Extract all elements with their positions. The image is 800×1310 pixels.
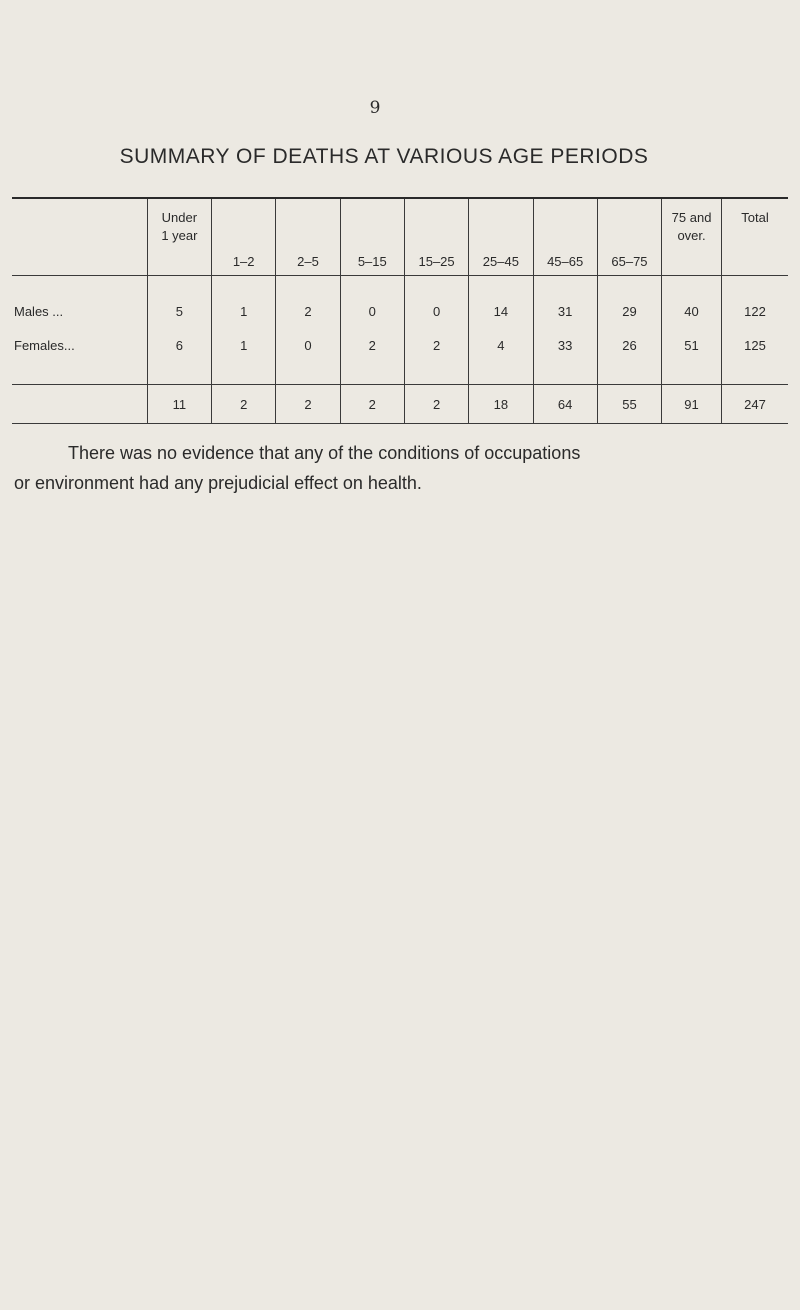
total-cell: 11 — [147, 385, 211, 424]
total-cell: 55 — [597, 385, 661, 424]
table-cell: 4 — [469, 328, 533, 385]
deaths-table-container — [12, 197, 788, 424]
row-label: Males ... — [14, 303, 64, 319]
table-cell: 1 — [212, 276, 276, 329]
column-header: 65–75 — [597, 199, 661, 276]
table-cell: 40 — [662, 276, 722, 329]
total-cell: 91 — [662, 385, 722, 424]
table-row — [12, 328, 788, 385]
row-label: Females... — [14, 337, 75, 353]
column-header: 15–25 — [404, 199, 468, 276]
table-cell: 5 — [147, 276, 211, 329]
column-header: 25–45 — [469, 199, 533, 276]
table-cell: 0 — [404, 276, 468, 329]
table-cell: 31 — [533, 276, 597, 329]
column-header: 2–5 — [276, 199, 340, 276]
table-row — [12, 276, 788, 329]
total-cell: 64 — [533, 385, 597, 424]
note-line-2: or environment had any prejudicial effect on health. — [14, 473, 422, 493]
table-cell: 14 — [469, 276, 533, 329]
table-cell: 29 — [597, 276, 661, 329]
table-cell: 122 — [721, 276, 788, 329]
health-note — [14, 438, 780, 498]
header-row — [12, 199, 788, 276]
table-cell: 26 — [597, 328, 661, 385]
column-header: 5–15 — [340, 199, 404, 276]
total-cell: 2 — [276, 385, 340, 424]
total-cell: 2 — [340, 385, 404, 424]
table-cell: 2 — [404, 328, 468, 385]
table-cell: 33 — [533, 328, 597, 385]
total-cell: 18 — [469, 385, 533, 424]
column-header: 45–65 — [533, 199, 597, 276]
column-header: 1–2 — [212, 199, 276, 276]
totals-blank — [12, 385, 147, 424]
table-cell: 2 — [276, 276, 340, 329]
note-line-1: There was no evidence that any of the conditions of occupations — [68, 443, 581, 463]
page-number: 9 — [369, 98, 381, 118]
total-cell: 247 — [721, 385, 788, 424]
table-cell: 0 — [276, 328, 340, 385]
total-cell: 2 — [404, 385, 468, 424]
table-cell: 0 — [340, 276, 404, 329]
header-blank — [12, 199, 147, 276]
column-header: Under 1 year — [147, 199, 211, 276]
total-cell: 2 — [212, 385, 276, 424]
table-cell: 51 — [662, 328, 722, 385]
column-header: 75 and over. — [662, 199, 722, 276]
column-header: Total — [721, 199, 788, 276]
table-cell: 125 — [721, 328, 788, 385]
deaths-table — [12, 199, 788, 424]
totals-row — [12, 385, 788, 424]
page-title: SUMMARY OF DEATHS AT VARIOUS AGE PERIODS — [119, 145, 649, 168]
table-cell: 1 — [212, 328, 276, 385]
table-cell: 6 — [147, 328, 211, 385]
table-cell: 2 — [340, 328, 404, 385]
